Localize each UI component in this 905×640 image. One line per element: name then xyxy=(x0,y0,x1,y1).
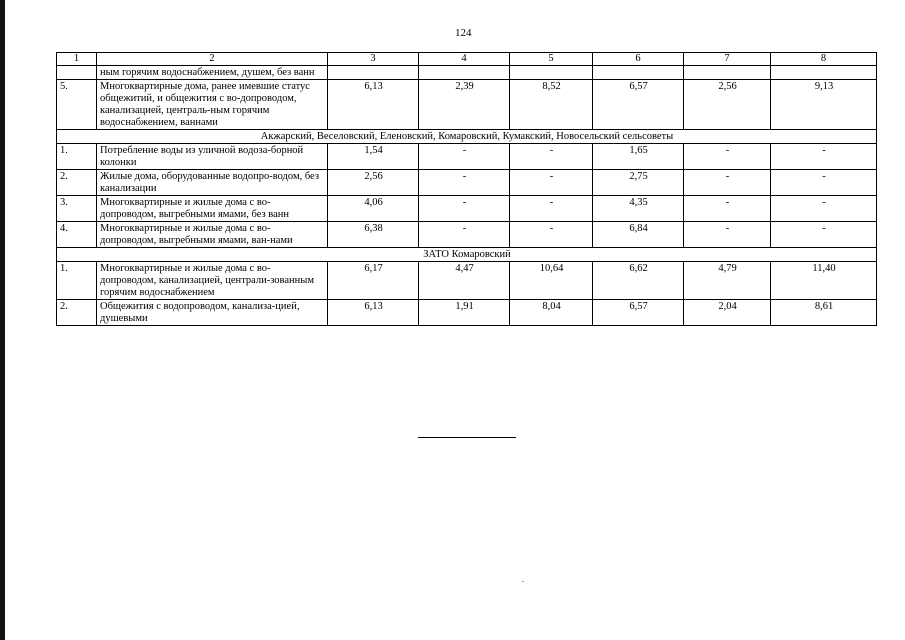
value-cell: - xyxy=(771,144,877,170)
value-cell: 8,61 xyxy=(771,300,877,326)
table-body xyxy=(57,66,877,326)
table-row xyxy=(57,144,877,170)
header-cell: 6 xyxy=(593,53,684,66)
header-cell: 3 xyxy=(328,53,419,66)
value-cell: 2,04 xyxy=(684,300,771,326)
value-cell: 1,91 xyxy=(419,300,510,326)
value-cell xyxy=(510,66,593,80)
value-cell xyxy=(328,66,419,80)
value-cell: 6,38 xyxy=(328,222,419,248)
value-cell: - xyxy=(419,170,510,196)
value-cell: 1,65 xyxy=(593,144,684,170)
value-cell: 4,47 xyxy=(419,262,510,300)
value-cell: - xyxy=(419,222,510,248)
value-cell: - xyxy=(684,196,771,222)
row-number: 1. xyxy=(57,262,97,300)
row-description: Общежития с водопроводом, канализа-цией, душевыми xyxy=(97,300,328,326)
value-cell xyxy=(593,66,684,80)
value-cell: - xyxy=(684,144,771,170)
value-cell: - xyxy=(419,196,510,222)
value-cell: 8,04 xyxy=(510,300,593,326)
section-row xyxy=(57,248,877,262)
row-description: Многоквартирные и жилые дома с во-допроводом, выгребными ямами, ван-нами xyxy=(97,222,328,248)
header-cell: 1 xyxy=(57,53,97,66)
value-cell: 6,13 xyxy=(328,300,419,326)
value-cell: - xyxy=(684,170,771,196)
row-description: Многоквартирные и жилые дома с во-допроводом, канализацией, централи-зованным горячим водоснабжением xyxy=(97,262,328,300)
row-description: Жилые дома, оборудованные водопро-водом, без канализации xyxy=(97,170,328,196)
table-row xyxy=(57,300,877,326)
table-row xyxy=(57,66,877,80)
row-number: 2. xyxy=(57,170,97,196)
header-cell: 4 xyxy=(419,53,510,66)
row-number: 5. xyxy=(57,80,97,130)
row-description: Многоквартирные дома, ранее имевшие статус общежитий, и общежития с во-допроводом, канализацией, централь-ным горячим водоснабжением, ваннами xyxy=(97,80,328,130)
value-cell: 1,54 xyxy=(328,144,419,170)
section-title: Акжарский, Веселовский, Еленовский, Комаровский, Кумакский, Новосельский сельсоветы xyxy=(57,130,877,144)
value-cell: 2,39 xyxy=(419,80,510,130)
value-cell: 2,56 xyxy=(684,80,771,130)
value-cell: 11,40 xyxy=(771,262,877,300)
value-cell: - xyxy=(510,196,593,222)
header-cell: 8 xyxy=(771,53,877,66)
value-cell: - xyxy=(771,196,877,222)
value-cell: - xyxy=(771,222,877,248)
table-row xyxy=(57,170,877,196)
value-cell: 6,57 xyxy=(593,300,684,326)
value-cell: 2,56 xyxy=(328,170,419,196)
value-cell: - xyxy=(510,144,593,170)
row-description: Многоквартирные и жилые дома с во-допроводом, выгребными ямами, без ванн xyxy=(97,196,328,222)
table-row xyxy=(57,80,877,130)
value-cell xyxy=(684,66,771,80)
row-number: 3. xyxy=(57,196,97,222)
value-cell: 4,79 xyxy=(684,262,771,300)
scan-edge xyxy=(0,0,5,640)
section-title: ЗАТО Комаровский xyxy=(57,248,877,262)
section-row xyxy=(57,130,877,144)
value-cell: 6,13 xyxy=(328,80,419,130)
row-number: 2. xyxy=(57,300,97,326)
tariff-table xyxy=(56,52,877,326)
table-header-row xyxy=(57,53,877,66)
value-cell: 2,75 xyxy=(593,170,684,196)
value-cell: - xyxy=(510,170,593,196)
row-description: Потребление воды из уличной водоза-борной колонки xyxy=(97,144,328,170)
value-cell: - xyxy=(684,222,771,248)
value-cell xyxy=(771,66,877,80)
value-cell: 4,35 xyxy=(593,196,684,222)
value-cell: 10,64 xyxy=(510,262,593,300)
scan-speck xyxy=(522,581,524,582)
page-number: 124 xyxy=(455,27,472,39)
row-description: ным горячим водоснабжением, душем, без ванн xyxy=(97,66,328,80)
value-cell xyxy=(419,66,510,80)
table-row xyxy=(57,196,877,222)
value-cell: - xyxy=(510,222,593,248)
value-cell: 6,62 xyxy=(593,262,684,300)
value-cell: 4,06 xyxy=(328,196,419,222)
value-cell: 9,13 xyxy=(771,80,877,130)
header-cell: 5 xyxy=(510,53,593,66)
value-cell: 6,17 xyxy=(328,262,419,300)
header-cell: 2 xyxy=(97,53,328,66)
header-cell: 7 xyxy=(684,53,771,66)
value-cell: 6,84 xyxy=(593,222,684,248)
footer-rule xyxy=(418,437,516,438)
table-row xyxy=(57,222,877,248)
value-cell: 6,57 xyxy=(593,80,684,130)
value-cell: - xyxy=(771,170,877,196)
row-number xyxy=(57,66,97,80)
value-cell: 8,52 xyxy=(510,80,593,130)
value-cell: - xyxy=(419,144,510,170)
row-number: 4. xyxy=(57,222,97,248)
row-number: 1. xyxy=(57,144,97,170)
table-row xyxy=(57,262,877,300)
